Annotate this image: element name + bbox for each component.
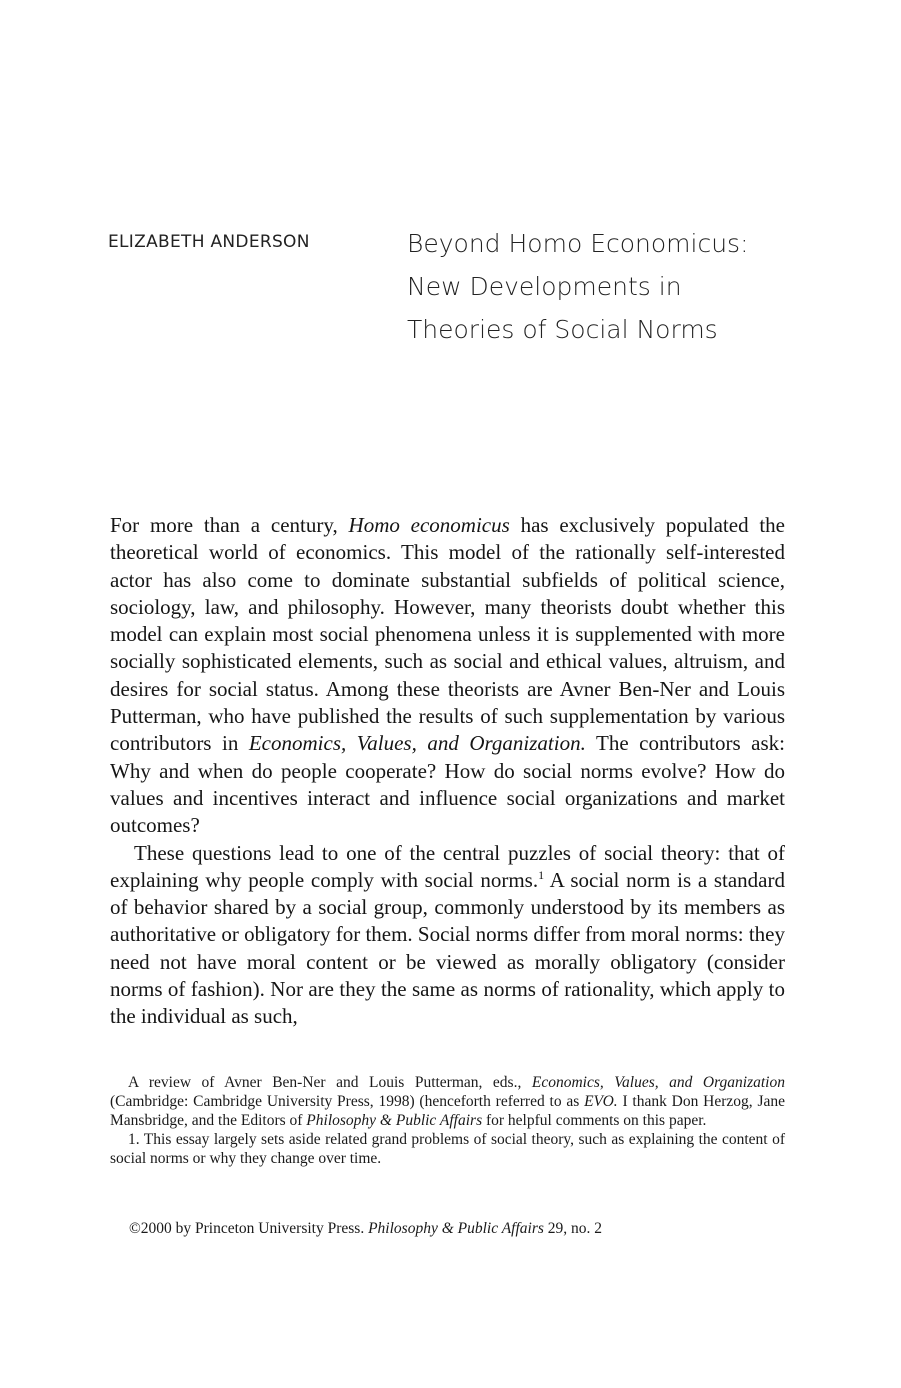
article-title xyxy=(407,222,847,351)
review-note xyxy=(110,1073,785,1130)
article-body xyxy=(110,512,785,1031)
copyright-journal: Philosophy & Public Affairs xyxy=(368,1220,544,1237)
review-note-c: (Cambridge: Cambridge University Press, 1998) (henceforth referred to as xyxy=(110,1093,585,1110)
paragraph-1 xyxy=(110,512,785,840)
review-note-a: A review of Avner Ben-Ner and Louis Putterman, eds., xyxy=(128,1074,532,1091)
title-line-3: Theories of Social Norms xyxy=(407,315,718,344)
p1-italic-book-title: Economics, Values, and Organization. xyxy=(248,731,586,756)
review-note-book-title: Economics, Values, and Organization xyxy=(531,1074,785,1091)
copyright-line xyxy=(129,1220,602,1238)
footnote-1: 1. This essay largely sets aside related grand problems of social theory, such as explaining the content of social norms or why they change over time. xyxy=(110,1131,785,1167)
p2-text-a: These questions lead to one of the central puzzles of social theory: that of explaining why people comply with social norms. xyxy=(110,840,785,892)
title-line-2: New Developments in xyxy=(407,272,682,301)
review-note-g: for helpful comments on this paper. xyxy=(482,1112,707,1129)
review-note-journal: Philosophy & Public Affairs xyxy=(306,1112,483,1129)
copyright-a: ©2000 by Princeton University Press. xyxy=(129,1220,369,1237)
review-note-evo: EVO. xyxy=(584,1093,618,1110)
title-line-1: Beyond Homo Economicus: xyxy=(407,229,749,258)
p1-text-e: The contributors ask: Why and when do people cooperate? How do social norms evolve? How do values and incentives interact and influence social organizations and market outcomes? xyxy=(110,731,785,838)
footnotes xyxy=(110,1073,785,1168)
author-name: ELIZABETH ANDERSON xyxy=(108,232,310,252)
paragraph-2 xyxy=(110,840,785,1031)
p1-text-a: For more than a century, xyxy=(110,513,349,537)
copyright-c: 29, no. 2 xyxy=(543,1220,603,1237)
footnote-ref-1[interactable]: 1 xyxy=(538,867,545,882)
p1-italic-homo-economicus: Homo economicus xyxy=(348,513,510,537)
p2-text-b: A social norm is a standard of behavior shared by a social group, commonly understood by its members as authoritative or obligatory for them. Social norms differ from moral norms: they need not have moral content or be viewed as morally obligatory (consider norms of fashion). Nor are they the same as norms of rationality, which apply to the individual as such, xyxy=(110,867,785,1029)
p1-text-c: has exclusively populated the theoretical world of economics. This model of the rationally self-interested actor has also come to dominate substantial subfields of political science, sociology, law, and philosophy. However, many theorists doubt whether this model can explain most social phenomena unless it is supplemented with more socially sophisticated elements, such as social and ethical values, altruism, and desires for social status. Among these theorists are Avner Ben-Ner and Louis Putterman, who have published the results of such supplementation by various contributors in xyxy=(110,513,786,756)
review-note-e: I thank Don Herzog, Jane Mansbridge, and the Editors of xyxy=(110,1093,785,1129)
